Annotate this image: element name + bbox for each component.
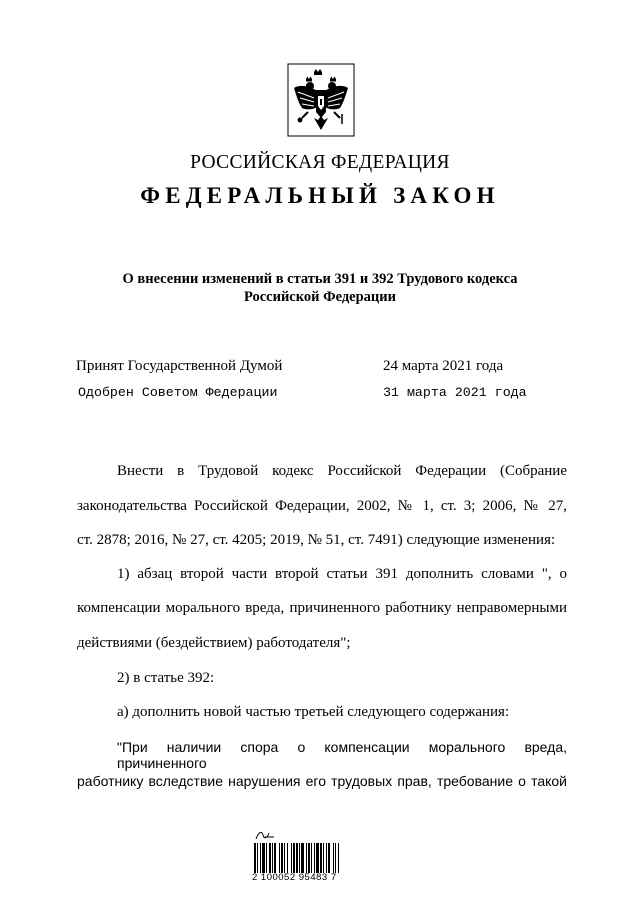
approved-date: 31 марта 2021 года bbox=[383, 385, 527, 400]
barcode-bar bbox=[311, 843, 312, 873]
body-line: "При наличии спора о компенсации морального вреда, причиненного bbox=[117, 739, 567, 771]
body-line: компенсации морального вреда, причиненного работнику неправомерными bbox=[77, 600, 567, 616]
body-line: законодательства Российской Федерации, 2002, № 1, ст. 3; 2006, № 27, bbox=[77, 498, 567, 514]
barcode-bar bbox=[291, 843, 292, 873]
barcode-bar bbox=[326, 843, 327, 873]
barcode-bar bbox=[335, 843, 336, 873]
body-line: ст. 2878; 2016, № 27, ст. 4205; 2019, № 51, ст. 7491) следующие изменения: bbox=[77, 532, 556, 548]
barcode-number: 2 100052 95483 7 bbox=[252, 872, 337, 883]
body-line: Внести в Трудовой кодекс Российской Федерации (Собрание bbox=[117, 463, 567, 479]
law-title-line: Российской Федерации bbox=[243, 289, 396, 305]
approved-label: Одобрен Советом Федерации bbox=[78, 385, 278, 400]
body-line: 1) абзац второй части второй статьи 391 дополнить словами ", о bbox=[117, 566, 567, 582]
barcode-bar bbox=[262, 843, 265, 873]
barcode-bar bbox=[279, 843, 280, 873]
barcode-bar bbox=[281, 843, 283, 873]
barcode-initials-mark bbox=[255, 829, 275, 841]
barcode-bar bbox=[301, 843, 304, 873]
adopted-date: 24 марта 2021 года bbox=[383, 358, 504, 374]
barcode-bar bbox=[269, 843, 271, 873]
barcode-bar bbox=[299, 843, 300, 873]
barcode-bar bbox=[296, 843, 298, 873]
barcode-bar bbox=[314, 843, 315, 873]
adopted-label: Принят Государственной Думой bbox=[76, 358, 283, 374]
barcode-bar bbox=[333, 843, 334, 873]
barcode-bar bbox=[306, 843, 307, 873]
barcode-bar bbox=[323, 843, 324, 873]
barcode-bar bbox=[260, 843, 261, 873]
barcode-bar bbox=[338, 843, 339, 873]
body-line: действиями (бездействием) работодателя"; bbox=[77, 635, 351, 651]
barcode-bar bbox=[320, 843, 322, 873]
barcode-bar bbox=[254, 843, 256, 873]
barcode-bar bbox=[257, 843, 258, 873]
barcode-bar bbox=[272, 843, 273, 873]
barcode-bar bbox=[293, 843, 295, 873]
barcode-bar bbox=[274, 843, 276, 873]
barcode-icon bbox=[254, 843, 380, 873]
barcode-bar bbox=[328, 843, 330, 873]
barcode-bar bbox=[266, 843, 267, 873]
barcode-bar bbox=[308, 843, 310, 873]
body-line: а) дополнить новой частью третьей следующего содержания: bbox=[117, 704, 510, 720]
law-title bbox=[90, 270, 550, 306]
body-line: работнику вследствие нарушения его трудовых прав, требование о такой bbox=[77, 773, 567, 789]
law-title-line: О внесении изменений в статьи 391 и 392 Трудового кодекса bbox=[122, 271, 518, 287]
russian-coat-of-arms-icon bbox=[286, 62, 356, 138]
barcode-bar bbox=[287, 843, 288, 873]
body-line: 2) в статье 392: bbox=[117, 670, 215, 686]
law-type-heading: ФЕДЕРАЛЬНЫЙ ЗАКОН bbox=[140, 183, 500, 208]
country-heading: РОССИЙСКАЯ ФЕДЕРАЦИЯ bbox=[190, 152, 450, 173]
barcode-bar bbox=[284, 843, 285, 873]
barcode-bar bbox=[316, 843, 319, 873]
